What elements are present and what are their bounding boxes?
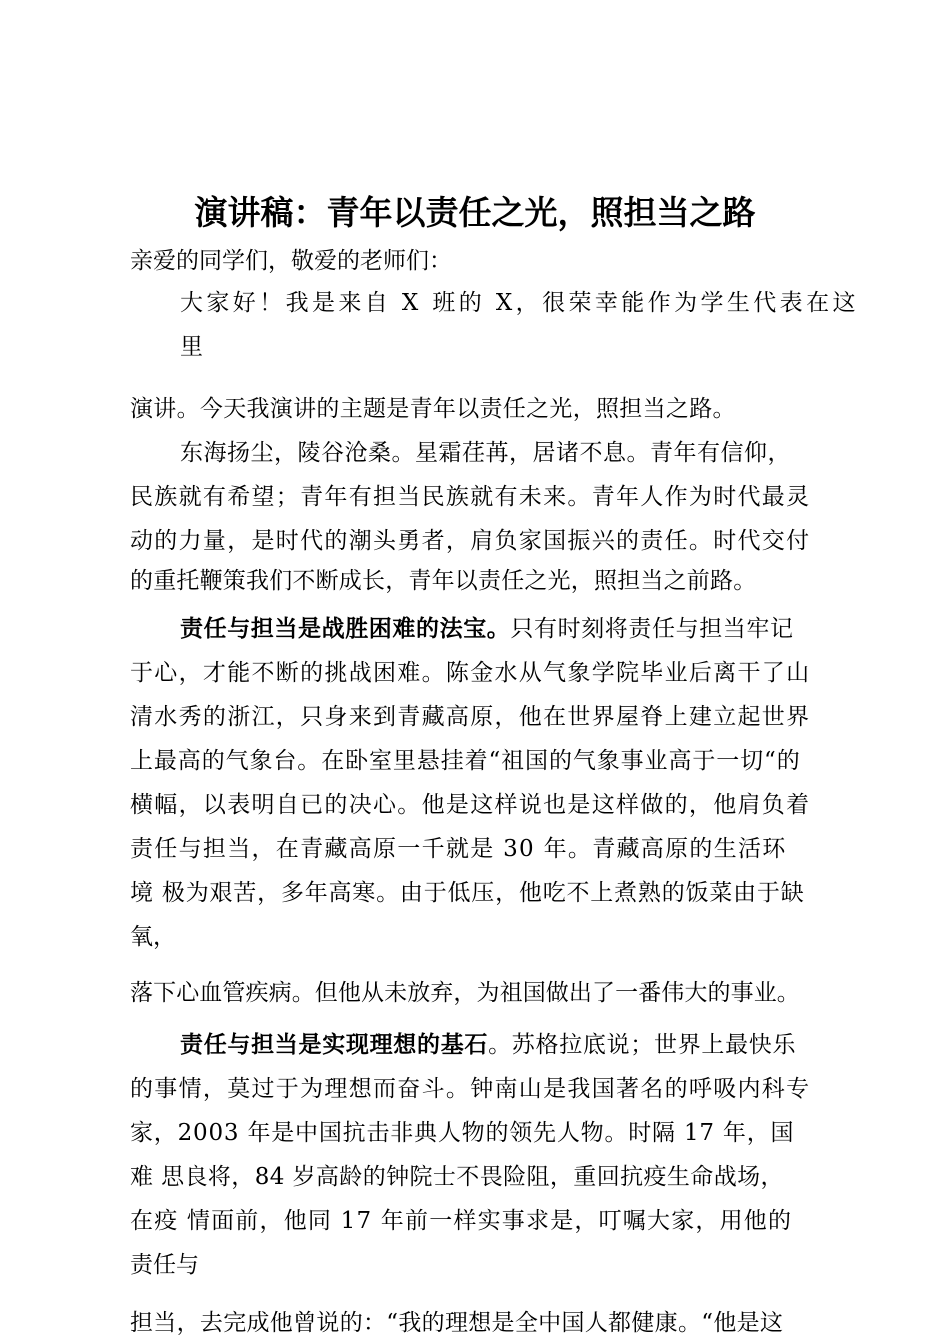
text-span: 只有时刻将责任与担当牢记 <box>510 616 794 642</box>
text-line: 的重托鞭策我们不断成长，青年以责任之光，照担当之前路。 <box>130 568 757 594</box>
text-line: 落下心血管疾病。但他从未放弃，为祖国做出了一番伟大的事业。 <box>130 980 800 1006</box>
document-title: 演讲稿：青年以责任之光，照担当之路 <box>194 193 756 232</box>
text-line: 横幅，以表明自已的决心。他是这样说也是这样做的，他肩负着 <box>130 792 811 818</box>
text-line: 动的力量，是时代的潮头勇者，肩负家国振兴的责任。时代交付 <box>130 528 811 554</box>
text-line: 境 极为艰苦，多年高寒。由于低压，他吃不上煮熟的饭菜由于缺 <box>130 880 805 906</box>
text-line: 东海扬尘，陵谷沧桑。星霜荏苒，居诸不息。青年有信仰， <box>180 440 791 466</box>
text-line <box>180 614 794 644</box>
text-line: 在疫 情面前，他同 17 年前一样实事求是，叮嘱大家，用他的 <box>130 1208 793 1234</box>
text-line: 难 思良将，84 岁高龄的钟院士不畏险阻，重回抗疫生命战场， <box>130 1164 784 1190</box>
text-line: 氧， <box>130 924 176 950</box>
text-line: 责任与 <box>130 1252 199 1278</box>
text-line: 担当，去完成他曾说的：“我的理想是全中国人都健康。“他是这 <box>130 1310 784 1336</box>
bold-heading-1: 责任与担当是战胜困难的法宝。 <box>180 616 511 642</box>
salutation: 亲爱的同学们，敬爱的老师们： <box>130 248 452 274</box>
text-line: 上最高的气象台。在卧室里悬挂着“祖国的气象事业高于一切“的 <box>130 748 801 774</box>
text-line: 的事情，莫过于为理想而奋斗。钟南山是我国著名的呼吸内科专 <box>130 1076 811 1102</box>
text-line: 民族就有希望；青年有担当民族就有未来。青年人作为时代最灵 <box>130 484 811 510</box>
text-line: 里 <box>180 334 203 360</box>
text-span: 。苏格拉底说；世界上最快乐 <box>488 1032 797 1058</box>
text-line: 于心，才能不断的挑战困难。陈金水从气象学院毕业后离干了山 <box>130 660 811 686</box>
text-line: 家，2003 年是中国抗击非典人物的领先人物。时隔 17 年，国 <box>130 1120 795 1146</box>
bold-heading-2: 责任与担当是实现理想的基石 <box>180 1032 489 1058</box>
text-line: 清水秀的浙江，只身来到青藏高原，他在世界屋脊上建立起世界 <box>130 704 811 730</box>
text-line: 责任与担当，在青藏高原一千就是 30 年。青藏高原的生活环 <box>130 836 787 862</box>
text-line <box>180 1030 796 1060</box>
text-line: 演讲。今天我演讲的主题是青年以责任之光，照担当之路。 <box>130 396 736 422</box>
text-line: 大家好！我是来自 X 班的 X，很荣幸能作为学生代表在这 <box>180 290 859 316</box>
